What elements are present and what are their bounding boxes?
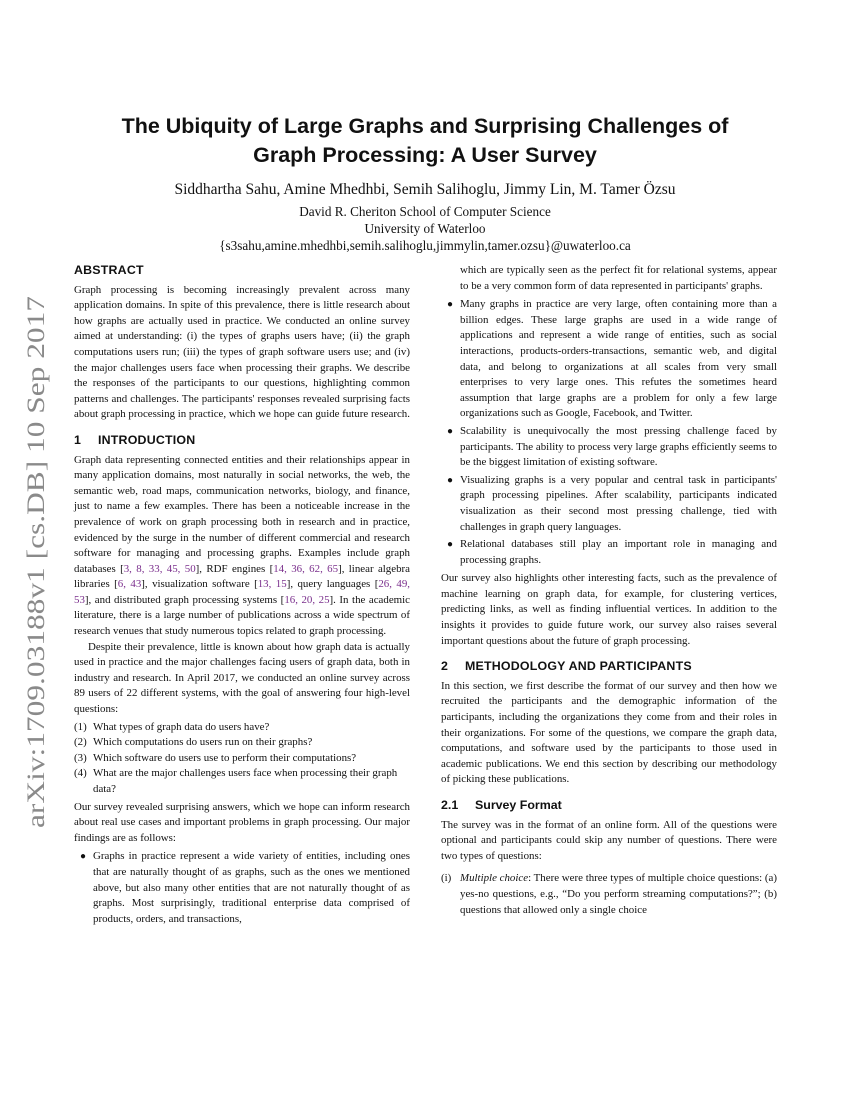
- section-number: 1: [74, 432, 82, 447]
- intro-paragraph-4: Our survey also highlights other interesting facts, such as the prevalence of machine learning on graph data, for example, for clustering vertices, predicting links, as well as finding influential vertices. In addition to the insights it provides to guide future work, our survey also raises several important questions about the future of graph processing.: [441, 572, 777, 647]
- right-column: [441, 263, 777, 918]
- survey-format-heading: [441, 798, 777, 814]
- list-item: (2) Which computations do users run on their graphs?: [74, 736, 313, 749]
- list-item: (i) Multiple choice: There were three types of multiple choice questions: (a) yes-no questions, e.g., “Do you perform streaming computations?”; (b) questions that allowed only a single choice: [441, 872, 777, 916]
- citation-link[interactable]: 6, 43: [117, 578, 142, 591]
- bullet-icon: ●: [447, 474, 454, 486]
- survey-format-paragraph: The survey was in the format of an online form. All of the questions were optional and participants could skip any number of questions. There were two types of questions:: [441, 818, 777, 862]
- section-title: METHODOLOGY AND PARTICIPANTS: [465, 659, 692, 674]
- subsection-title: Survey Format: [475, 798, 562, 812]
- list-item: ● Relational databases still play an important role in managing and processing graphs.: [447, 538, 777, 566]
- intro-paragraph-2: Despite their prevalence, little is known about how graph data is actually used in practice and the major challenges facing users of graph data, both in industry and research. In April 2017, we conducted an online survey across 89 users of 22 different systems, with the goal of answering four high-level questions:: [74, 640, 410, 716]
- affiliation-block: [80, 203, 770, 254]
- findings-list-right: [441, 297, 777, 568]
- bullet-icon: ●: [447, 539, 454, 551]
- paper-title: [80, 112, 770, 170]
- left-column: [74, 263, 410, 930]
- research-questions-list: [74, 720, 410, 798]
- intro-paragraph-3: Our survey revealed surprising answers, which we hope can inform research about real use cases and important problems in graph processing. Our major findings are as follows:: [74, 800, 410, 844]
- author-list: Siddhartha Sahu, Amine Mhedhbi, Semih Salihoglu, Jimmy Lin, M. Tamer Özsu: [174, 181, 676, 198]
- list-item: (4) What are the major challenges users face when processing their graph data?: [74, 767, 398, 795]
- arxiv-sidebar-stamp: [2, 290, 62, 830]
- list-item: (1) What types of graph data do users have?: [74, 720, 270, 733]
- findings-list-left: [74, 849, 410, 927]
- citation-link[interactable]: 14, 36, 62, 65: [273, 562, 339, 575]
- affiliation-university: University of Waterloo: [364, 221, 486, 236]
- methodology-paragraph: In this section, we first describe the format of our survey and then how we recruited the participants and the demographic information of the participants, including the organizations they come from and their roles in their organizations. For some of the questions, we compare the graph data, computations, and software used by the participants to those used in academic publications. We end this section by describing our methodology of picking these publications.: [441, 679, 777, 786]
- author-emails: {s3sahu,amine.mhedhbi,semih.salihoglu,jimmylin,tamer.ozsu}@uwaterloo.ca: [219, 238, 631, 253]
- affiliation-school: David R. Cheriton School of Computer Science: [299, 204, 551, 219]
- finding-1-continued: which are typically seen as the perfect fit for relational systems, appear to be a very common form of data represented in participants' graphs.: [460, 264, 777, 292]
- list-item: ● Scalability is unequivocally the most pressing challenge faced by participants. The ability to process very large graphs efficiently seems to be the biggest limitation of existing software.: [447, 424, 777, 469]
- bullet-icon: ●: [447, 425, 454, 437]
- question-types-list: [441, 871, 777, 918]
- section-title: INTRODUCTION: [98, 432, 196, 447]
- abstract-text: Graph processing is becoming increasingly prevalent across many application domains. In spite of this prevalence, there is little research about how graphs are actually used in practice. We conducted an online survey aimed at understanding: (i) the types of graphs users have; (ii) the graph computations users run; (iii) the types of graph software users use; and (iv) the major challenges users face when processing their graphs. We describe the responses of the participants to our questions, highlighting common patterns and challenges. The participants' responses revealed surprising facts about graph processing in practice, which we hope can guide future research.: [74, 283, 410, 421]
- citation-link[interactable]: 16, 20, 25: [284, 593, 330, 606]
- citation-link[interactable]: 26, 49, 53: [74, 578, 411, 606]
- arxiv-identifier: arXiv:1709.03188v1 [cs.DB] 10 Sep 2017: [23, 404, 50, 828]
- title-line-1: The Ubiquity of Large Graphs and Surprising Challenges of: [121, 114, 729, 138]
- introduction-heading: [74, 433, 410, 449]
- citation-link[interactable]: 13, 15: [257, 578, 287, 591]
- bullet-icon: ●: [447, 299, 454, 311]
- list-item: (3) Which software do users use to perform their computations?: [74, 751, 357, 764]
- list-item: ● Graphs in practice represent a wide variety of entities, including ones that are naturally thought of as graphs, such as the ones we mentioned above, but also many other entities that are not naturally thought of as graphs. Most surprisingly, traditional enterprise data comprised of products, orders, and transactions,: [80, 850, 410, 925]
- emphasis-term: Multiple choice: [460, 872, 529, 885]
- bullet-icon: ●: [80, 851, 87, 863]
- intro-paragraph-1: Graph data representing connected entities and their relationships appear in many application domains, most naturally in social networks, the web, the semantic web, road maps, communication networks, biology, and finance, just to name a few examples. There has been a noticeable increase in the prevalence of work on graph processing both in research and in practice, evidenced by the surge in the number of different commercial and research software for managing and processing graphs. Examples include graph databases [3, 8, 33, 45, 50], RDF engines [14, 36, 62, 65], linear algebra libraries [6, 43], visualization software [13, 15], query languages [26, 49, 53], and distributed graph processing systems [16, 20, 25]. In the academic literature, there is a large number of publications across a wide spectrum of research venues that study numerous topics related to graph processing.: [74, 453, 411, 638]
- citation-link[interactable]: 3, 8, 33, 45, 50: [123, 562, 196, 575]
- subsection-number: 2.1: [441, 798, 459, 812]
- section-number: 2: [441, 659, 449, 674]
- methodology-heading: [441, 659, 777, 675]
- list-item: ● Many graphs in practice are very large, often containing more than a billion edges. These large graphs are used in a wide range of applications and represent a wide range of entities, such as social interactions, products-orders-transactions, semantic web, and digital data, and belong to organizations at all scales from very small enterprises to very large ones. This refutes the sometimes heard assumption that large graphs are a problem for only a few large organizations such as Google, Facebook, and Twitter.: [447, 298, 777, 420]
- abstract-heading: ABSTRACT: [74, 263, 144, 277]
- title-line-2: Graph Processing: A User Survey: [253, 143, 597, 167]
- list-item: ● Visualizing graphs is a very popular and central task in participants' graph processing pipelines. After scalability, participants indicated visualization as their second most pressing challenge, tied with challenges in graph query languages.: [447, 473, 777, 533]
